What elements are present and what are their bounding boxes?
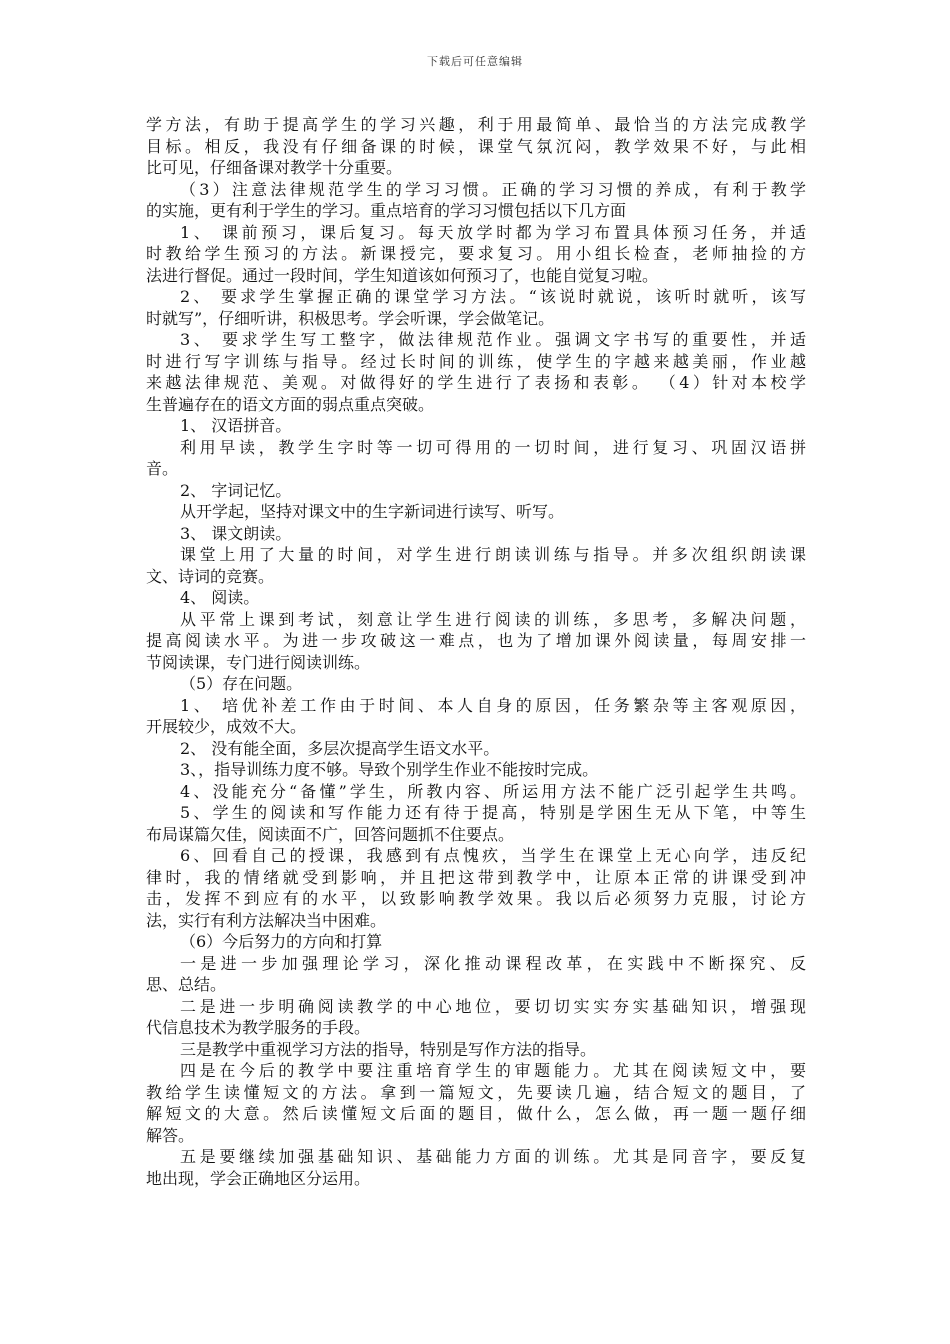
text-line: 1、 课前预习，课后复习。每天放学时都为学习布置具体预习任务，并适 — [180, 222, 806, 242]
text-line: 律时，我的情绪就受到影响，并且把这带到教学中，让原本正常的讲课受到冲 — [146, 867, 806, 887]
text-line: 3、 课文朗读。 — [180, 523, 292, 543]
text-line: 时就写”，仔细听讲，积极思考。学会听课，学会做笔记。 — [146, 308, 555, 328]
page-header: 下载后可任意编辑 — [427, 55, 523, 68]
text-line: 一是进一步加强理论学习，深化推动课程改革，在实践中不断探究、反 — [180, 953, 806, 973]
text-line: 2、 没有能全面，多层次提高学生语文水平。 — [180, 738, 500, 758]
text-line: 二是进一步明确阅读教学的中心地位，要切切实实夯实基础知识，增强现 — [180, 996, 806, 1016]
text-line: 6、回看自己的授课，我感到有点愧疚，当学生在课堂上无心向学，违反纪 — [180, 846, 806, 865]
text-line: 法进行督促。通过一段时间，学生知道该如何预习了，也能自觉复习啦。 — [146, 265, 659, 285]
text-line: （6）今后努力的方向和打算 — [180, 932, 383, 951]
text-line: 时进行写字训练与指导。经过长时间的训练，使学生的字越来越美丽，作业越 — [146, 351, 806, 371]
document-body — [146, 114, 806, 1189]
text-line: 开展较少，成效不大。 — [146, 717, 307, 736]
text-line: 时教给学生预习的方法。新课授完，要求复习。用小组长检查，老师抽捡的方 — [146, 244, 806, 263]
text-line: 1、 培优补差工作由于时间、本人自身的原因，任务繁杂等主客观原因， — [180, 695, 806, 715]
text-line: 地出现，学会正确地区分运用。 — [146, 1168, 371, 1188]
text-line: 利用早读，教学生字时等一切可得用的一切时间，进行复习、巩固汉语拼 — [180, 437, 806, 457]
text-line: 从开学起，坚持对课文中的生字新词进行读写、听写。 — [180, 502, 565, 521]
text-line: 4、 阅读。 — [180, 588, 260, 607]
text-line: 5、学生的阅读和写作能力还有待于提高，特别是学困生无从下笔，中等生 — [180, 803, 806, 822]
text-line: 学方法，有助于提高学生的学习兴趣，利于用最简单、最恰当的方法完成教学 — [146, 115, 806, 134]
text-line: 节阅读课，专门进行阅读训练。 — [146, 652, 371, 672]
text-line: 2、 字词记忆。 — [180, 480, 292, 500]
text-line: 五是要继续加强基础知识、基础能力方面的训练。尤其是同音字，要反复 — [180, 1147, 806, 1166]
text-line: 法，实行有利方法解决当中困难。 — [146, 910, 387, 930]
text-line: 3、，指导训练力度不够。导致个别学生作业不能按时完成。 — [180, 760, 599, 779]
text-line: 生普遍存在的语文方面的弱点重点突破。 — [146, 394, 435, 414]
text-line: 解短文的大意。然后读懂短文后面的题目，做什么，怎么做，再一题一题仔细 — [146, 1104, 806, 1123]
text-line: 比可见，仔细备课对教学十分重要。 — [146, 158, 403, 177]
text-line: 三是教学中重视学习方法的指导，特别是写作方法的指导。 — [180, 1039, 597, 1059]
text-line: 教给学生读懂短文的方法。拿到一篇短文，先要读几遍，结合短文的题目，了 — [146, 1082, 806, 1102]
text-line: 布局谋篇欠佳，阅读面不广，回答问题抓不住要点。 — [146, 824, 515, 844]
text-line: 音。 — [146, 459, 179, 478]
text-line: 1、 汉语拼音。 — [180, 416, 292, 435]
text-line: 文、诗词的竞赛。 — [146, 566, 275, 586]
text-line: 思、总结。 — [146, 975, 227, 994]
text-line: 课堂上用了大量的时间，对学生进行朗读训练与指导。并多次组织朗读课 — [180, 545, 806, 564]
text-line: 代信息技术为教学服务的手段。 — [146, 1018, 371, 1037]
text-line: 2、 要求学生掌握正确的课堂学习方法。“该说时就说，该听时就听，该写 — [180, 287, 806, 306]
text-line: （3）注意法律规范学生的学习习惯。正确的学习习惯的养成，有利于教学 — [180, 179, 806, 199]
text-line: 4、没能充分“备懂”学生，所教内容、所运用方法不能广泛引起学生共鸣。 — [180, 781, 806, 801]
text-line: 击，发挥不到应有的水平，以致影响教学效果。我以后必须努力克服，讨论方 — [146, 889, 806, 908]
text-line: 的实施，更有利于学生的学习。重点培育的学习习惯包括以下几方面 — [146, 201, 627, 220]
text-line: 3、 要求学生写工整字，做法律规范作业。强调文字书写的重要性，并适 — [180, 330, 806, 349]
text-line: 四是在今后的教学中要注重培育学生的审题能力。尤其在阅读短文中，要 — [180, 1061, 806, 1080]
text-line: 解答。 — [146, 1125, 195, 1145]
text-line: 提高阅读水平。为进一步攻破这一难点，也为了增加课外阅读量，每周安排一 — [146, 631, 806, 650]
text-line: 来越法律规范、美观。对做得好的学生进行了表扬和表彰。 （4）针对本校学 — [146, 373, 806, 392]
text-line: 目标。相反，我没有仔细备课的时候，课堂气氛沉闷，教学效果不好，与此相 — [146, 136, 806, 156]
text-line: 从平常上课到考试，刻意让学生进行阅读的训练，多思考，多解决问题， — [180, 609, 806, 629]
text-line: （5）存在问题。 — [180, 674, 303, 693]
